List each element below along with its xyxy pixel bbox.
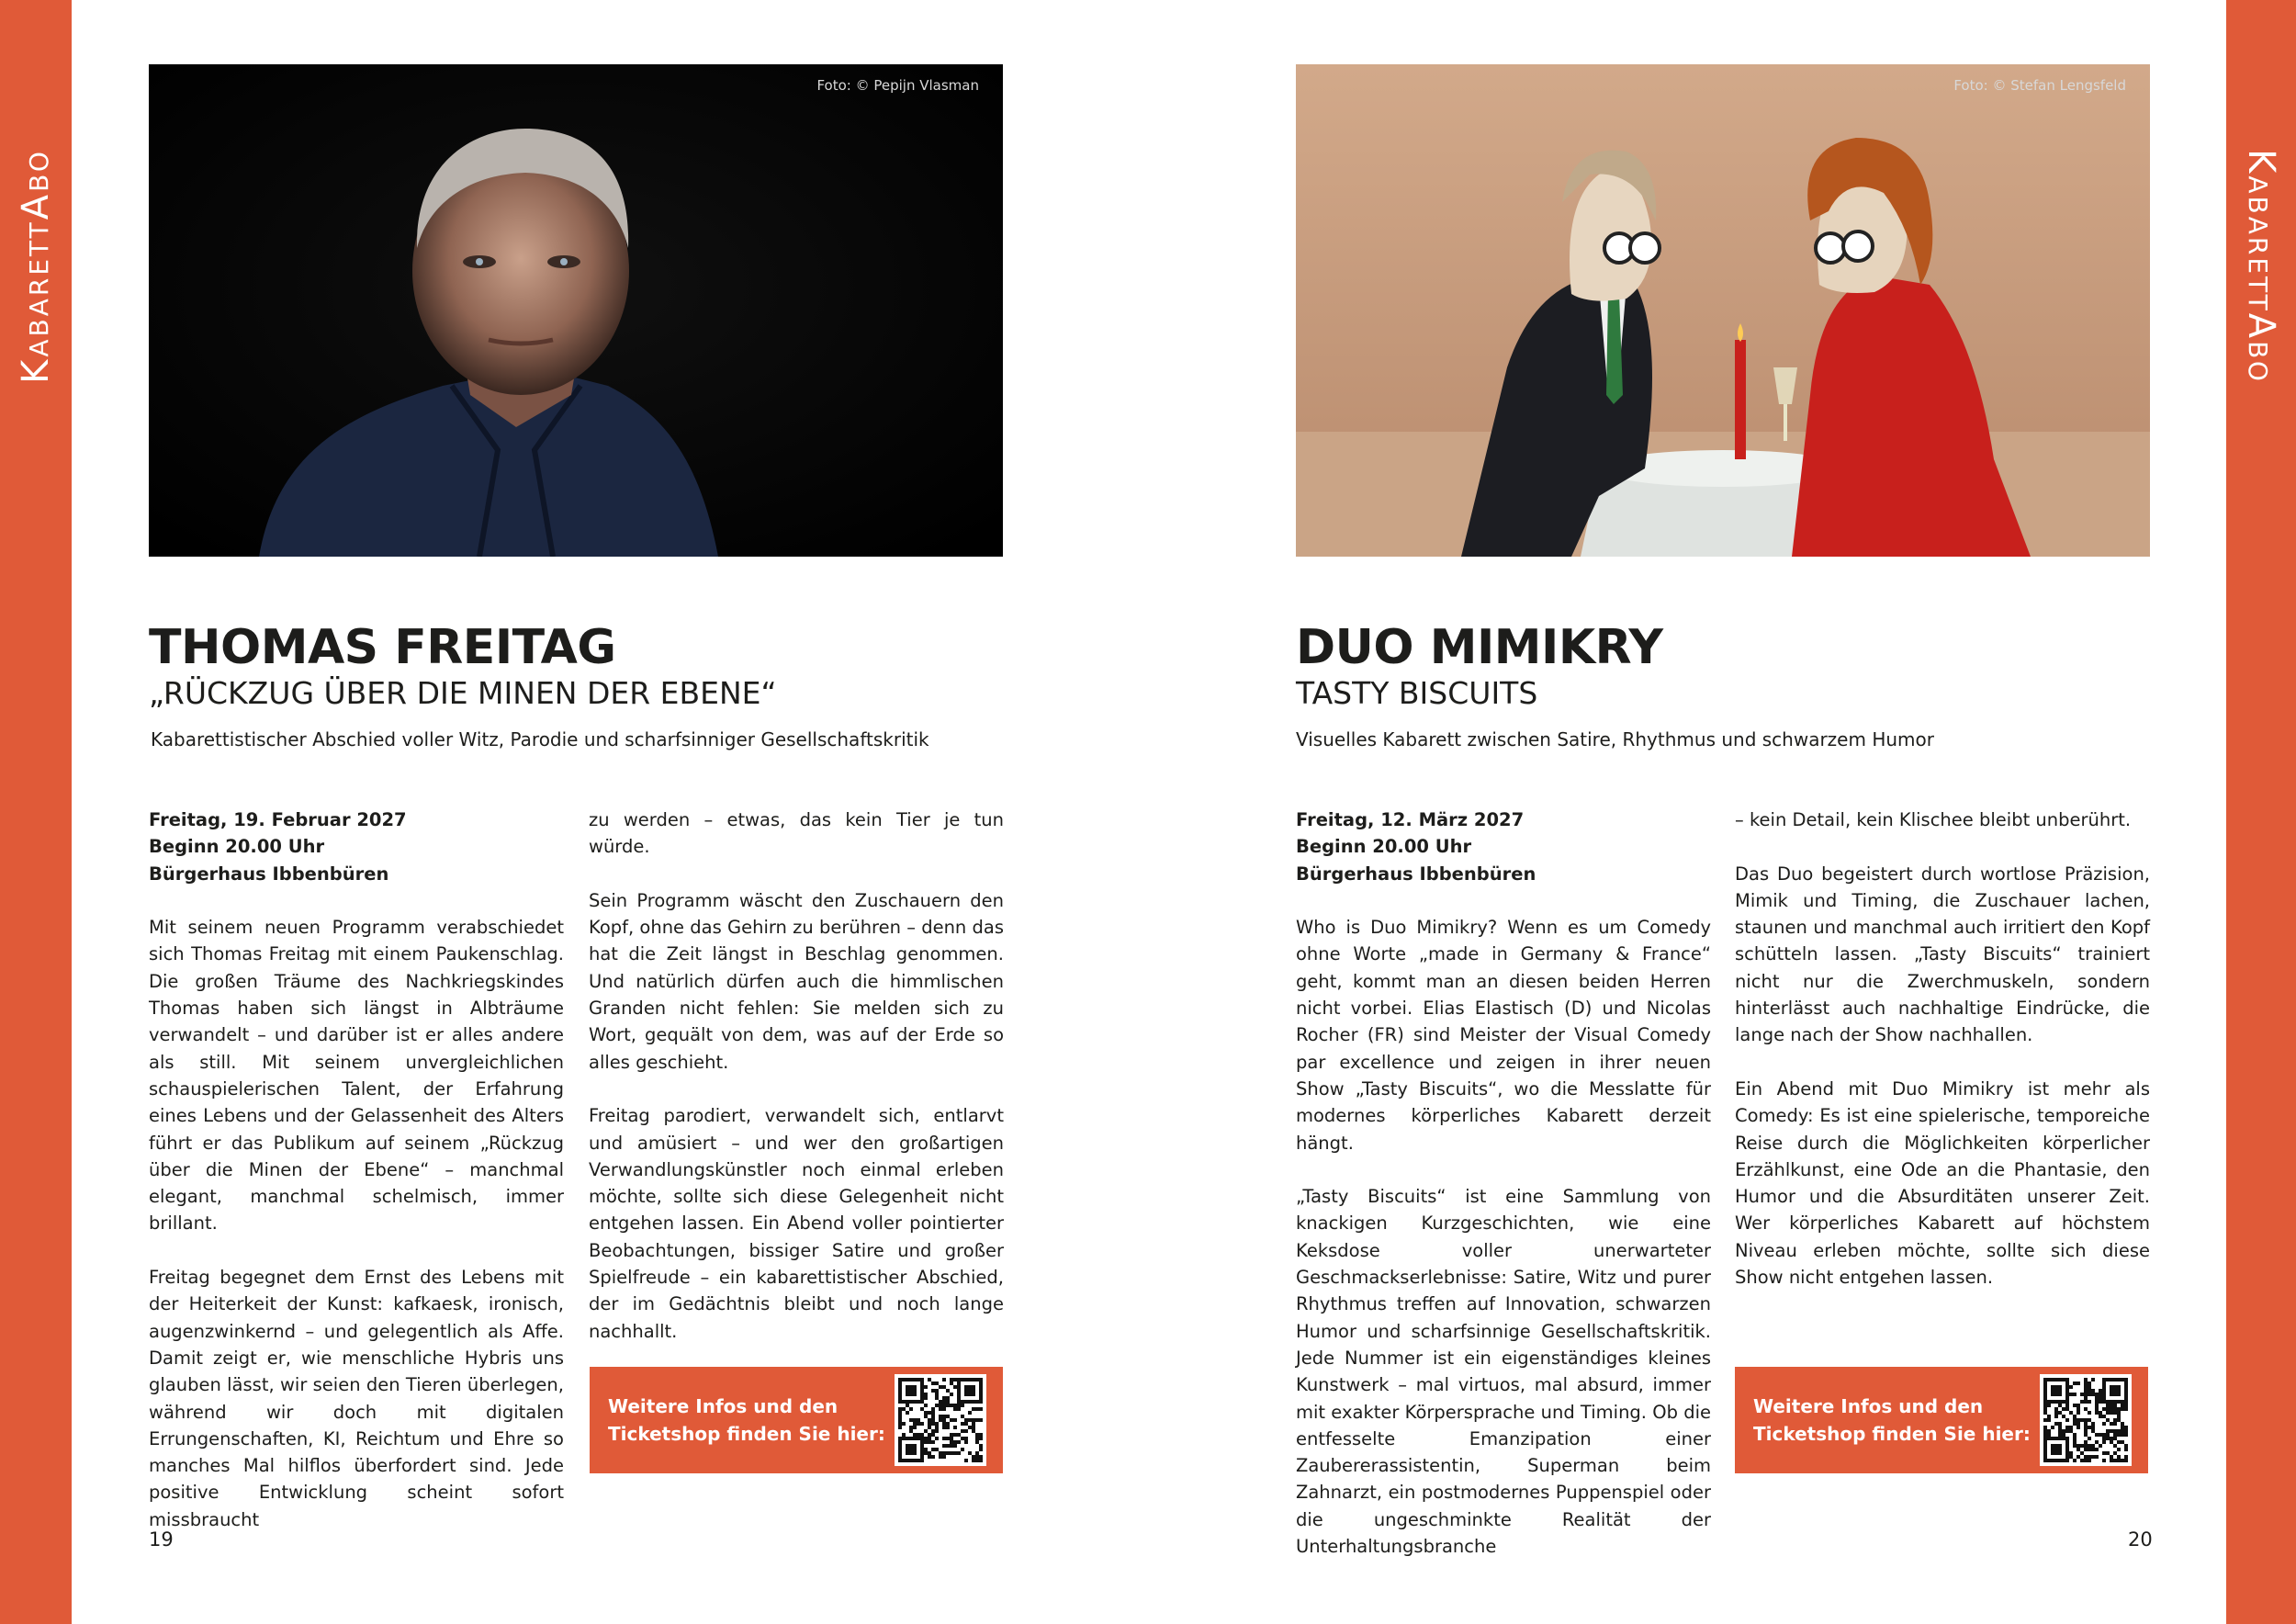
event-venue-right: Bürgerhaus Ibbenbüren bbox=[1296, 863, 1536, 885]
paragraph: „Tasty Biscuits“ ist eine Sammlung von knackigen Kurzgeschichten, wie eine Keksdose voller unerwarteter Geschmackserlebnisse: Satire, Witz und purer Rhythmus treffen auf Innovation, schwarzen Humor und scharfsinnige Gesellschaftskritik. Jede Nummer ist ein eigenständiges kleines Kunstwerk – mal virtuos, mal absurd, immer mit exakter Körpersprache und Timing. Ob die entfesselte Emanzipation einer Zaubererassistentin, Superman beim Zahnarzt, ein postmodernes Puppenspiel oder die ungeschminkte Realität der Unterhaltungsbranche bbox=[1296, 1186, 1711, 1558]
left-column-1 bbox=[149, 806, 564, 1560]
right-column-1 bbox=[1296, 806, 1711, 1587]
page-number-right: 20 bbox=[2128, 1528, 2153, 1551]
page-number-left: 19 bbox=[149, 1528, 174, 1551]
paragraph: Sein Programm wäscht den Zuschauern den Kopf, ohne das Gehirn zu berühren – denn das hat die Zeit längst in Beschlag genommen. Und natürlich dürfen auch die himmlischen Granden nicht fehlen: Sie melden sich zu Wort, gequält von dem, was auf der Erde so alles geschieht. bbox=[589, 889, 1004, 1073]
paragraph: Ein Abend mit Duo Mimikry ist mehr als Comedy: Es ist eine spielerische, temporeiche Reise durch die Möglichkeiten körperlicher Erzählkunst, eine Ode an die Phantasie, den Humor und die Absurditäten unserer Zeit. Wer körperliches Kabarett auf höchstem Niveau erleben möchte, sollte sich diese Show nicht entgehen lassen. bbox=[1735, 1077, 2150, 1289]
photo-duo-mimikry bbox=[1296, 64, 2150, 557]
paragraph: Freitag parodiert, verwandelt sich, entlarvt und amüsiert – und wer den großartigen Verwandlungskünstler noch einmal erleben möchte, sollte sich diese Gelegenheit nicht entgehen lassen. Ein Abend voller pointierter Beobachtungen, bissiger Satire und großer Spielfreude – ein kabarettistischer Abschied, der im Gedächtnis bleibt und noch lange nachhallt. bbox=[589, 1105, 1004, 1342]
event-date-right: Freitag, 12. März 2027 bbox=[1296, 809, 1525, 830]
ticket-box-right[interactable] bbox=[1735, 1367, 2148, 1473]
act-title-left: THOMAS FREITAG bbox=[149, 620, 616, 675]
right-column-2 bbox=[1735, 806, 2150, 1318]
ticket-line-2: Ticketshop finden Sie hier: bbox=[1753, 1423, 2031, 1445]
side-label-right: KabarettAbo bbox=[2240, 149, 2282, 384]
event-date-left: Freitag, 19. Februar 2027 bbox=[149, 809, 407, 830]
paragraph: – kein Detail, kein Klischee bleibt unberührt. bbox=[1735, 809, 2132, 830]
event-info-left bbox=[149, 806, 564, 887]
paragraph: Mit seinem neuen Programm verabschiedet sich Thomas Freitag mit einem Paukenschlag. Die großen Träume des Nachkriegskindes Thomas haben sich längst in Albträume verwandelt – und darüber ist er alles andere als still. Mit seinem unvergleichlichen schauspielerischen Talent, der Erfahrung eines Lebens und der Gelassenheit des Alters führt er das Publikum auf seinem „Rückzug über die Minen der Ebene“ – manchmal elegant, manchmal schelmisch, immer brillant. bbox=[149, 917, 564, 1235]
ticket-line-1: Weitere Infos und den bbox=[608, 1395, 838, 1417]
act-tagline-left: Kabarettistischer Abschied voller Witz, Parodie und scharfsinniger Gesellschaftskritik bbox=[151, 728, 929, 750]
act-subtitle-left: „RÜCKZUG ÜBER DIE MINEN DER EBENE“ bbox=[149, 675, 777, 711]
ticket-line-2: Ticketshop finden Sie hier: bbox=[608, 1423, 885, 1445]
qr-code-icon[interactable] bbox=[895, 1374, 986, 1466]
ticket-text-left bbox=[608, 1393, 885, 1448]
event-info-right bbox=[1296, 806, 1711, 887]
ticket-line-1: Weitere Infos und den bbox=[1753, 1395, 1984, 1417]
event-time-right: Beginn 20.00 Uhr bbox=[1296, 836, 1472, 858]
paragraph: Who is Duo Mimikry? Wenn es um Comedy ohne Worte „made in Germany & France“ geht, kommt man an diesen beiden Herren nicht vorbei. Elias Elastisch (D) und Nicolas Rocher (FR) sind Meister der Visual Comedy par excellence und zeigen in ihrer neuen Show „Tasty Biscuits“, wo die Messlatte für modernes körperliches Kabarett derzeit hängt. bbox=[1296, 917, 1711, 1154]
left-column-2 bbox=[589, 806, 1004, 1371]
photo-thomas-freitag bbox=[149, 64, 1003, 557]
right-side-band bbox=[2226, 0, 2296, 1624]
paragraph: Das Duo begeistert durch wortlose Präzision, Mimik und Timing, die Zuschauer lachen, staunen und manchmal auch irritiert den Kopf schütteln lassen. „Tasty Biscuits“ trainiert nicht nur die Zwerchmuskeln, sondern hinterlässt auch nachhaltige Eindrücke, die lange nach der Show nachhallen. bbox=[1735, 863, 2150, 1046]
photo-credit-left: Foto: © Pepijn Vlasman bbox=[816, 77, 979, 94]
event-time-left: Beginn 20.00 Uhr bbox=[149, 836, 325, 858]
act-title-right: DUO MIMIKRY bbox=[1296, 620, 1663, 675]
act-tagline-right: Visuelles Kabarett zwischen Satire, Rhythmus und schwarzem Humor bbox=[1296, 728, 1934, 750]
side-label-left: KabarettAbo bbox=[15, 149, 57, 384]
qr-code-icon[interactable] bbox=[2040, 1374, 2132, 1466]
event-venue-left: Bürgerhaus Ibbenbüren bbox=[149, 863, 389, 885]
act-subtitle-right: TASTY BISCUITS bbox=[1296, 675, 1538, 711]
paragraph: Freitag begegnet dem Ernst des Lebens mit der Heiterkeit der Kunst: kafkaesk, ironisch, augenzwinkernd – und gelegentlich als Affe. Damit zeigt er, wie menschliche Hybris uns glauben lässt, wir seien den Tieren überlegen, während wir doch mit digitalen Errungenschaften, KI, Reichtum und Ehre so manches Mal hilflos überfordert sind. Jede positive Entwicklung scheint sofort missbraucht bbox=[149, 1267, 564, 1530]
ticket-text-right bbox=[1753, 1393, 2031, 1448]
photo-credit-right: Foto: © Stefan Lengsfeld bbox=[1953, 77, 2126, 94]
left-side-band bbox=[0, 0, 72, 1624]
ticket-box-left[interactable] bbox=[590, 1367, 1003, 1473]
paragraph: zu werden – etwas, das kein Tier je tun würde. bbox=[589, 809, 1004, 858]
